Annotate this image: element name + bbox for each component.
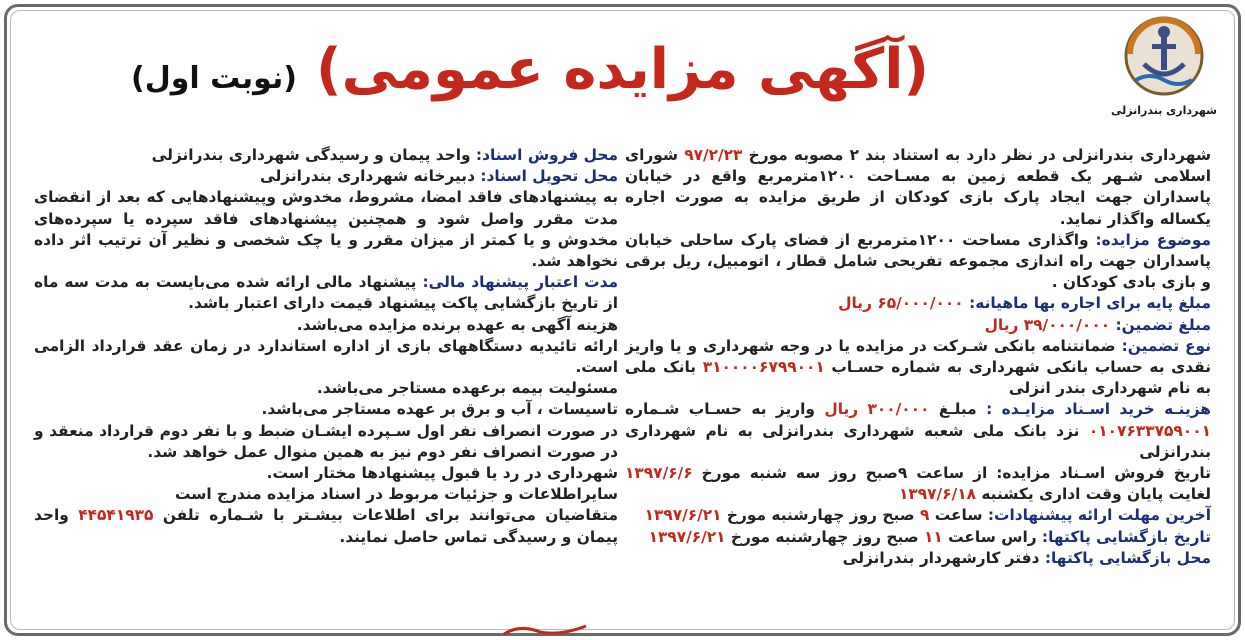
opening-place-line [625, 548, 1211, 569]
doc-cost-text-2: واریز به حسـاب شـماره [625, 400, 825, 419]
contact-paragraph [34, 505, 618, 547]
deadline-date: ۱۳۹۷/۶/۲۱ [644, 506, 722, 525]
sale-date-to: ۱۳۹۷/۶/۱۸ [898, 485, 976, 504]
sale-date-text-1: تاریخ فروش اسـناد مزایده: از ساعت ۹صبح روز سه شنبه مورخ [692, 464, 1211, 483]
guarantee-line [625, 315, 1211, 336]
doc-cost-text-1: مبلـغ [929, 400, 977, 419]
municipality-anchor-emblem-icon [1122, 14, 1206, 98]
page-subtitle: (نوبت اول) [131, 61, 297, 96]
partial-stamp-mark [500, 622, 590, 636]
contact-phone: ۴۴۵۴۱۹۳۵ [78, 506, 154, 525]
guarantee-type-paragraph [625, 336, 1211, 400]
deadline-hour: ۹ [919, 506, 930, 525]
sale-date-text-2: لغایت پایان وقت اداری یکشنبه [975, 485, 1211, 504]
rule-insurance: مسئولیت بیمه برعهده مستاجر می‌باشد. [316, 379, 618, 398]
base-price-label: مبلغ پایه برای اجاره بها ماهیانه: [963, 294, 1211, 313]
rule-other-info: سایراطلاعات و جزئیات مربوط در اسناد مزایده مندرج است [174, 485, 618, 504]
contact-text-1: متقاضیان می‌توانند برای اطلاعات بیشـتر با شـماره تلفن [153, 506, 618, 525]
rule-municipality-discretion: شهرداری در رد یا قبول پیشنهادها مختار است. [266, 464, 618, 483]
title-row [130, 30, 930, 120]
intro-text-1: شهرداری بندرانزلی در نظر دارد به استناد بند ۲ مصوبه مورخ [742, 146, 1211, 164]
doc-cost-label: هزینـه خرید اسـناد مزایـده : [976, 400, 1211, 419]
deadline-text: ساعت [929, 506, 983, 525]
left-column [34, 145, 618, 548]
guarantee-type-text-1: ضمانتنامه بانکی شـرکت در مزایده یا در وجه شهرداری و یا واریز نقدی به حساب بانکی شهرداری به شماره حسـاب [625, 336, 1211, 377]
subject-paragraph [625, 230, 1211, 294]
rule-withdrawal: در صورت انصراف نفر اول سـپرده ایشـان ضبط و با نفر دوم قرارداد منعقد و در صورت انصراف نفر دوم نیز به همین منوال عمل خواهد شد. [34, 421, 618, 461]
subject-text: واگذاری مساحت ۱۲۰۰مترمربع از فضای پارک ساحلی خیابان پاسداران جهت راه اندازی مجموعه تفریحی شامل قطار ، اتومبیل، ریل برقی و بازی بادی کودکان . [625, 230, 1211, 292]
opening-hour: ۱۱ [923, 527, 943, 546]
rule-standard-approval: ارائه تائیدیه دستگاههای بازی از اداره استاندارد در زمان عقد قرارداد الزامی است. [34, 336, 618, 377]
intro-text-2: شورای اسلامی شـهر یک قطعه زمین به مسـاحت ۱۲۰۰مترمربع واقع در خیابان پاسداران جهت ایجاد پارک بازی کودکان از طریق مزایده به صورت اجاره یکساله واگذار نماید. [625, 146, 1211, 228]
base-price-value: ۶۵/۰۰۰/۰۰۰ ریال [838, 294, 964, 313]
page-title: (آگهی مزایده عمومی) [316, 37, 929, 102]
guarantee-label: مبلغ تضمین: [1110, 315, 1211, 334]
deadline-text-2: صبح روز چهارشنبه مورخ [721, 506, 920, 525]
opening-line [625, 527, 1211, 548]
base-price-line [625, 293, 1211, 314]
opening-text-2: صبح روز چهارشنبه مورخ [725, 527, 924, 546]
doc-cost-paragraph [625, 399, 1211, 463]
account-number: ۳۱۰۰۰۰۶۷۹۹۰۰۱ [702, 358, 825, 377]
rule-invalid-bids: به پیشنهادهای فاقد امضا، مشروط، مخدوش وپیشنهادهایی که بعد از انقضای مدت مقرر واصل شود و همچنین پیشنهادهای فاقد سپرده یا سپرده‌های مخدوش و یا کمتر از میزان مقرر و یا چک شخصی و نظیر آن ترتیب اثر داده نخواهد شد. [34, 188, 618, 271]
intro-date: ۹۷/۲/۲۳ [684, 146, 743, 164]
sale-date-from: ۱۳۹۷/۶/۶ [625, 464, 693, 483]
delivery-place-label: محل تحویل اسناد: [475, 167, 618, 186]
rule-ad-cost: هزینه آگهی به عهده برنده مزایده می‌باشد. [296, 315, 618, 334]
guarantee-type-label: نوع تضمین: [1115, 336, 1211, 355]
deadline-line [625, 505, 1211, 526]
subject-label: موضوع مزایده: [1088, 230, 1211, 249]
doc-cost-text-3: نزد بانک ملی شعبه شهرداری بندرانزلی به نام شهرداری بندرانزلی [625, 421, 1211, 461]
right-column [625, 145, 1211, 569]
contact-text-2: واحد پیمان و رسیدگی تماس حاصل نمایند. [34, 506, 618, 546]
validity-text: پیشنهاد مالی ارائه شده می‌بایست به مدت سه ماه از تاریخ بازگشایی پاکت پیشنهاد قیمت دارای اعتبار باشد. [34, 273, 618, 313]
validity-paragraph [34, 272, 618, 314]
opening-label: تاریخ بازگشایی پاکتها: [1036, 527, 1211, 546]
doc-cost-value: ۳۰۰/۰۰۰ ریال [824, 400, 930, 419]
sale-place-line [34, 145, 618, 166]
opening-text: راس ساعت [942, 527, 1037, 546]
sale-place-text: واحد پیمان و رسیدگی شهرداری بندرانزلی [151, 146, 471, 164]
opening-place-label: محل بازگشایی پاکتها: [1039, 548, 1211, 567]
sale-date-paragraph [625, 463, 1211, 505]
validity-label: مدت اعتبار پیشنهاد مالی: [416, 273, 618, 292]
sale-place-label: محل فروش اسناد: [470, 146, 618, 164]
intro-paragraph [625, 145, 1211, 230]
municipality-logo [1109, 14, 1219, 124]
guarantee-value: ۳۹/۰۰۰/۰۰۰ ریال [984, 315, 1111, 334]
doc-account: ۰۱۰۷۶۳۳۷۵۹۰۰۱ [1088, 421, 1211, 440]
guarantee-type-text-2: بانک ملی به نام شهرداری بندر انزلی [625, 358, 1211, 398]
rule-utilities: تاسیسات ، آب و برق بر عهده مستاجر می‌باشد. [261, 400, 618, 419]
delivery-place-line [34, 166, 618, 187]
delivery-place-text: دبیرخانه شهرداری بندرانزلی [259, 167, 475, 186]
opening-date: ۱۳۹۷/۶/۲۱ [648, 527, 726, 546]
deadline-label: آخرین مهلت ارائه پیشنهادات: [982, 506, 1211, 525]
opening-place-text: دفتر کارشهردار بندرانزلی [842, 548, 1040, 567]
logo-caption: شهرداری بندرانزلی [1111, 104, 1217, 117]
